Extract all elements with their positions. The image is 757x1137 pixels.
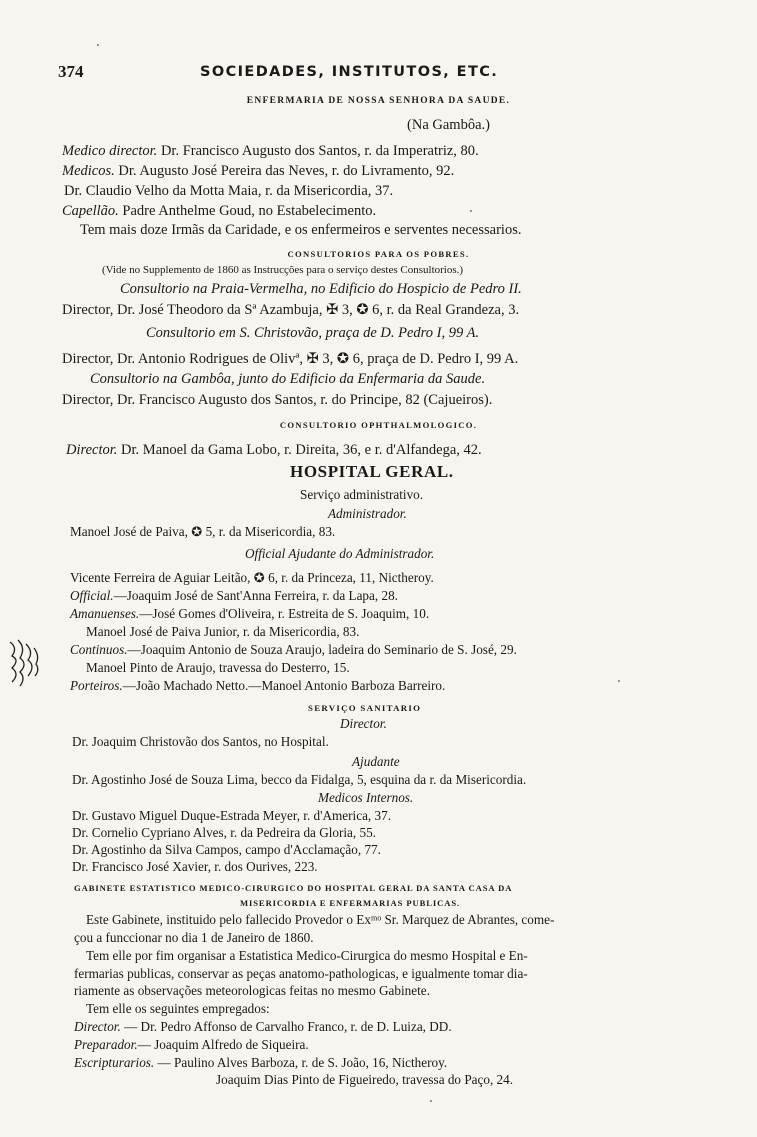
staff-line <box>70 588 398 604</box>
ink-speck <box>470 210 472 212</box>
staff-text: Vicente Ferreira de Aguiar Leitão, ✪ 6, r. da Princeza, 11, Nictheroy. <box>70 570 434 585</box>
gabinete-para: çou a funccionar no dia 1 de Janeiro de 1860. <box>74 930 314 945</box>
enfermaria-line <box>62 143 479 160</box>
staff-label: Amanuenses. <box>70 606 140 621</box>
line-text: Dr. Augusto José Pereira das Neves, r. do Livramento, 92. <box>118 163 455 179</box>
ajudante2-line: Dr. Agostinho José de Souza Lima, becco da Fidalga, 5, esquina da r. da Misericordia. <box>72 772 527 787</box>
internos-label: Medicos Internos. <box>318 790 414 805</box>
enfermaria-line <box>64 183 393 200</box>
christovao-title: Consultorio em S. Christovão, praça de D. Pedro I, 99 A. <box>146 325 480 341</box>
staff-label: Porteiros. <box>70 678 123 693</box>
employee-line <box>74 1037 309 1053</box>
enfermaria-location: (Na Gambôa.) <box>407 117 490 133</box>
gamboa-title: Consultorio na Gambôa, junto do Edificio da Enfermaria da Saude. <box>90 371 486 387</box>
staff-line <box>70 570 434 586</box>
line-text: Tem mais doze Irmãs da Caridade, e os enfermeiros e serventes necessarios. <box>80 222 522 238</box>
employee-line <box>74 1055 447 1071</box>
interno-line: Dr. Francisco José Xavier, r. dos Ourives, 223. <box>72 859 318 874</box>
page-number: 374 <box>58 62 84 81</box>
director-label: Director. <box>340 716 387 731</box>
staff-line <box>70 606 429 622</box>
line-text: Padre Anthelme Goud, no Estabelecimento. <box>122 203 377 219</box>
gabinete-para: riamente as observações meteorologicas feitas no mesmo Gabinete. <box>74 983 430 998</box>
admin-line: Manoel José de Paiva, ✪ 5, r. da Misericordia, 83. <box>70 524 336 539</box>
interno-line: Dr. Gustavo Miguel Duque-Estrada Meyer, r. d'America, 37. <box>72 808 391 823</box>
line-text: Dr. Francisco Augusto dos Santos, r. da Imperatriz, 80. <box>160 143 479 159</box>
staff-line <box>86 660 350 676</box>
interno-line: Dr. Agostinho da Silva Campos, campo d'Acclamação, 77. <box>72 842 381 857</box>
gabinete-para: fermarias publicas, conservar as peças anatomo-pathologicas, e igualmente tomar dia- <box>74 966 528 981</box>
ophthal-line <box>66 442 482 459</box>
line-text: Dr. Claudio Velho da Motta Maia, r. da Misericordia, 37. <box>64 183 394 199</box>
employee-text: — Joaquim Alfredo de Siqueira. <box>137 1037 309 1052</box>
interno-line: Dr. Cornelio Cypriano Alves, r. da Pedreira da Gloria, 55. <box>72 825 376 840</box>
enfermaria-line <box>62 163 454 180</box>
gabinete-para: Tem elle por fim organisar a Estatistica Medico-Cirurgica do mesmo Hospital e En- <box>86 948 528 963</box>
consultorios-title: CONSULTORIOS PARA OS POBRES. <box>287 249 470 259</box>
staff-text: Manoel Pinto de Araujo, travessa do Desterro, 15. <box>86 660 350 675</box>
enfermaria-line <box>80 222 521 239</box>
gabinete-title-line1: GABINETE ESTATISTICO MEDICO-CIRURGICO DO HOSPITAL GERAL DA SANTA CASA DA <box>74 883 513 893</box>
staff-line <box>86 624 359 640</box>
staff-line <box>70 642 517 658</box>
employee-line <box>74 1019 452 1035</box>
staff-text: —José Gomes d'Oliveira, r. Estreita de S. Joaquim, 10. <box>139 606 430 621</box>
employee-text: — Dr. Pedro Affonso de Carvalho Franco, r. de D. Luiza, DD. <box>124 1019 452 1034</box>
ink-speck <box>430 1100 432 1102</box>
ajudante2-label: Ajudante <box>352 754 400 769</box>
staff-line <box>70 678 445 694</box>
employee-label: Director. <box>74 1019 121 1034</box>
staff-label: Continuos. <box>70 642 128 657</box>
gamboa-director: Director, Dr. Francisco Augusto dos Santos, r. do Principe, 82 (Cajueiros). <box>62 392 493 408</box>
staff-text: Manoel José de Paiva Junior, r. da Misericordia, 83. <box>86 624 360 639</box>
enfermaria-line <box>62 203 376 220</box>
consultorios-note: (Vide no Supplemento de 1860 as Instrucções para o serviço destes Consultorios.) <box>102 264 464 276</box>
ink-speck <box>618 680 620 682</box>
praia-title: Consultorio na Praia-Vermelha, no Edificio do Hospicio de Pedro II. <box>120 281 522 297</box>
gabinete-para: Este Gabinete, instituido pelo fallecido Provedor o Exᵐᵒ Sr. Marquez de Abrantes, come- <box>86 912 555 927</box>
ajudante-label: Official Ajudante do Administrador. <box>245 546 435 561</box>
employee-label: Preparador. <box>74 1037 138 1052</box>
staff-text: —João Machado Netto.—Manoel Antonio Barboza Barreiro. <box>122 678 446 693</box>
running-title: SOCIEDADES, INSTITUTOS, ETC. <box>200 64 499 80</box>
praia-director: Director, Dr. José Theodoro da Sª Azambuja, ✠ 3, ✪ 6, r. da Real Grandeza, 3. <box>62 302 520 318</box>
hospital-title: HOSPITAL GERAL. <box>290 462 454 481</box>
staff-text: —Joaquim José de Sant'Anna Ferreira, r. da Lapa, 28. <box>113 588 398 603</box>
christovao-director: Director, Dr. Antonio Rodrigues de Olivª, ✠ 3, ✪ 6, praça de D. Pedro I, 99 A. <box>62 351 519 367</box>
employee-label: Escripturarios. <box>74 1055 155 1070</box>
line-label: Medico director. <box>62 143 158 159</box>
margin-ornament-icon <box>4 636 44 688</box>
ink-speck <box>97 44 99 46</box>
employee-text: Joaquim Dias Pinto de Figueiredo, travessa do Paço, 24. <box>216 1072 514 1087</box>
line-label: Capellão. <box>62 203 119 219</box>
gabinete-para: Tem elle os seguintes empregados: <box>86 1001 270 1016</box>
line-label: Medicos. <box>62 163 115 179</box>
ophthal-title: CONSULTORIO OPHTHALMOLOGICO. <box>279 420 478 430</box>
employee-text: — Paulino Alves Barboza, r. de S. João, 16, Nictheroy. <box>157 1055 448 1070</box>
staff-label: Official. <box>70 588 114 603</box>
director-line: Dr. Joaquim Christovão dos Santos, no Hospital. <box>72 734 329 749</box>
sanitario-title: SERVIÇO SANITARIO <box>308 703 422 713</box>
hospital-service: Serviço administrativo. <box>300 487 424 502</box>
enfermaria-title: ENFERMARIA DE NOSSA SENHORA DA SAUDE. <box>246 96 511 106</box>
admin-label: Administrador. <box>328 506 407 521</box>
gabinete-title-line2: MISERICORDIA E ENFERMARIAS PUBLICAS. <box>240 898 461 908</box>
ophthal-label: Director. <box>66 442 118 458</box>
employee-line <box>216 1072 513 1088</box>
ophthal-director: Dr. Manoel da Gama Lobo, r. Direita, 36, e r. d'Alfandega, 42. <box>121 442 482 458</box>
staff-text: —Joaquim Antonio de Souza Araujo, ladeira do Seminario de S. José, 29. <box>127 642 517 657</box>
